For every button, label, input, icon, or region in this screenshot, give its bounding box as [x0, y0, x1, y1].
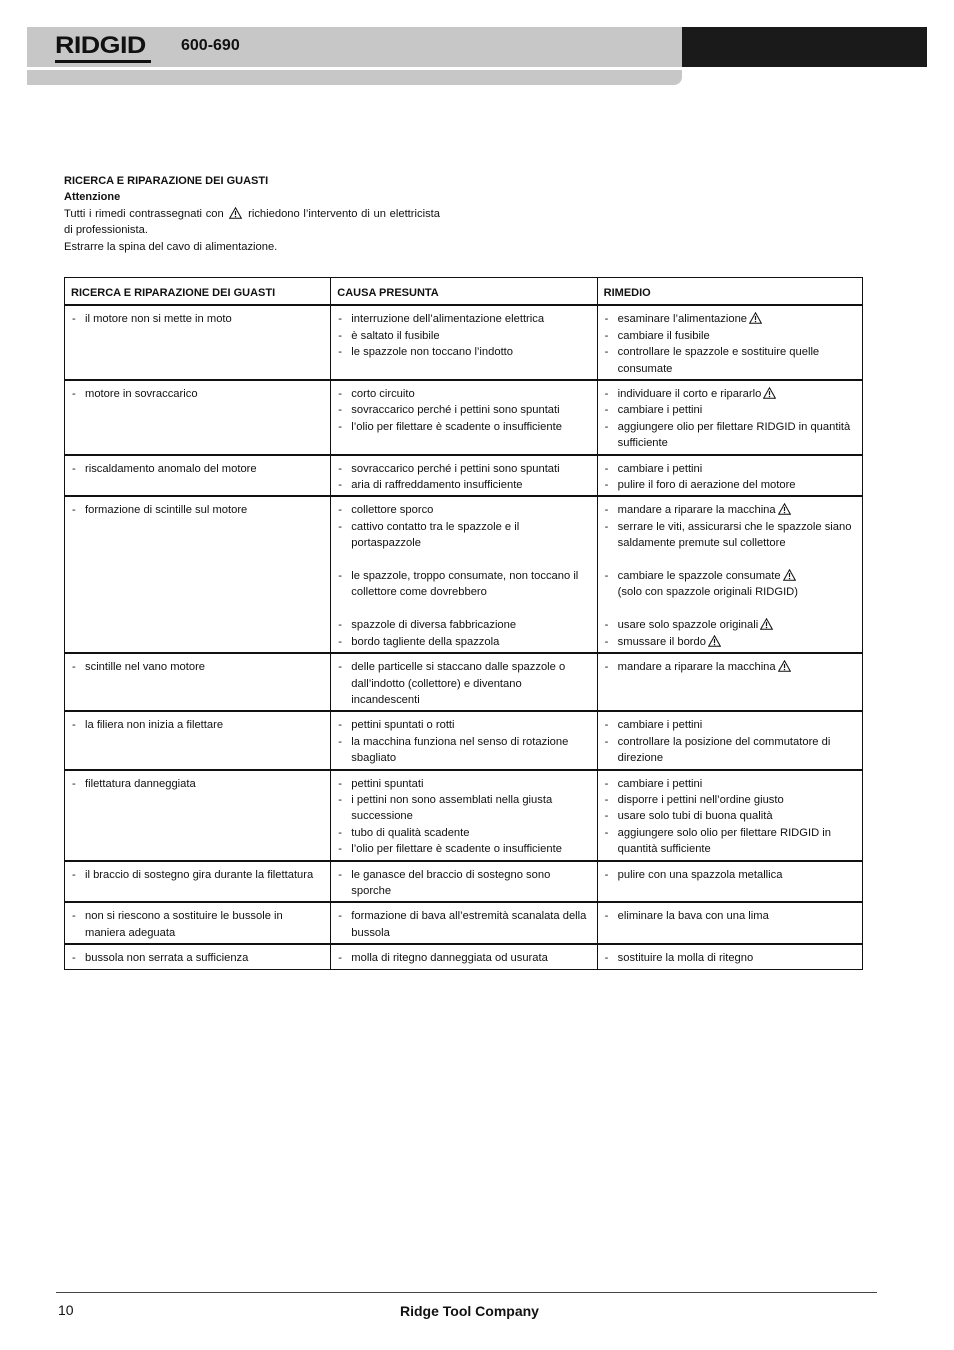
- section-title: RICERCA E RIPARAZIONE DEI GUASTI: [64, 175, 269, 187]
- item-text: spazzole di diversa fabbricazione: [351, 619, 517, 632]
- item-text: aggiungere solo olio per filettare RIDGID in quantità sufficiente: [617, 826, 831, 856]
- item-text: tubo di qualità scadente: [351, 826, 470, 839]
- ridgid-logo: [55, 33, 151, 63]
- item-text: la filiera non inizia a filettare: [85, 719, 224, 732]
- list-item: [337, 461, 590, 477]
- item-text: motore in sovraccarico: [85, 388, 198, 401]
- header-cause: CAUSA PRESUNTA: [331, 278, 597, 306]
- item-text: usare solo tubi di buona qualità: [617, 810, 773, 823]
- list-item: [71, 867, 324, 883]
- cause-cell: [331, 496, 597, 653]
- list-item: [337, 519, 590, 552]
- item-text: è saltato il fusibile: [351, 329, 440, 342]
- table-row: [65, 380, 863, 455]
- item-text: cambiare i pettini: [617, 462, 703, 475]
- item-text: le spazzole, troppo consumate, non toccano il collettore come dovrebbero: [351, 570, 579, 599]
- item-text: disporre i pettini nell’ordine giusto: [617, 793, 784, 806]
- list-item: [604, 734, 856, 767]
- warning-triangle-icon: [778, 503, 791, 515]
- spacer: [604, 601, 856, 617]
- list-item: [71, 461, 324, 477]
- item-text: pettini spuntati: [351, 777, 424, 790]
- item-text: cambiare i pettini: [617, 404, 703, 417]
- item-text: le ganasce del braccio di sostegno sono sporche: [351, 868, 551, 897]
- list-item: [337, 841, 590, 857]
- list-item: [337, 867, 590, 900]
- intro-line-1: [64, 206, 440, 222]
- table-row: [65, 711, 863, 769]
- list-item: [604, 792, 856, 808]
- list-item: [604, 584, 856, 600]
- fault-cell: [65, 305, 331, 380]
- table-row: [65, 944, 863, 969]
- item-text: formazione di bava all’estremità scanalata della bussola: [351, 910, 587, 939]
- warning-triangle-icon: [778, 660, 791, 672]
- list-item: [71, 717, 324, 733]
- list-item: [337, 659, 590, 708]
- list-item: [604, 311, 856, 327]
- header-strip: [27, 70, 682, 85]
- list-item: [604, 808, 856, 824]
- list-item: [604, 825, 856, 858]
- item-text: le spazzole non toccano l’indotto: [351, 346, 514, 359]
- spacer: [337, 552, 590, 568]
- list-item: [337, 311, 590, 327]
- list-item: [71, 908, 324, 941]
- list-item: [337, 792, 590, 825]
- item-text: riscaldamento anomalo del motore: [85, 462, 257, 475]
- intro-line-1b: richiedono l’intervento di un elettricista: [248, 207, 441, 220]
- list-item: [71, 950, 324, 966]
- item-text: formazione di scintille sul motore: [85, 504, 248, 517]
- item-text: pettini spuntati o rotti: [351, 719, 455, 732]
- list-item: [604, 386, 856, 402]
- item-text: controllare le spazzole e sostituire quelle consumate: [617, 346, 820, 375]
- remedy-cell: [597, 380, 862, 455]
- cause-cell: [331, 770, 597, 861]
- attention-label: Attenzione: [64, 191, 121, 204]
- list-item: [604, 328, 856, 344]
- logo-text: RIDGID: [55, 32, 146, 59]
- remedy-cell: [597, 944, 862, 969]
- list-item: [337, 734, 590, 767]
- list-item: [604, 502, 856, 518]
- list-item: [71, 659, 324, 675]
- item-text: i pettini non sono assemblati nella giusta successione: [351, 793, 553, 823]
- list-item: [604, 950, 856, 966]
- table-row: [65, 305, 863, 380]
- troubleshooting-table: [64, 277, 863, 970]
- item-text: il motore non si mette in moto: [85, 313, 232, 326]
- list-item: [337, 502, 590, 518]
- list-item: [337, 477, 590, 493]
- item-text: l’olio per filettare è scadente o insufficiente: [351, 420, 562, 433]
- fault-cell: [65, 770, 331, 861]
- cause-cell: [331, 455, 597, 497]
- item-text: bordo tagliente della spazzola: [351, 635, 500, 648]
- item-text: collettore sporco: [351, 504, 434, 517]
- item-text: eliminare la bava con una lima: [617, 910, 769, 923]
- model-number: 600-690: [181, 37, 240, 54]
- intro-line-3: Estrarre la spina del cavo di alimentazione.: [64, 240, 278, 253]
- list-item: [604, 617, 856, 633]
- remedy-cell: [597, 455, 862, 497]
- table-row: [65, 861, 863, 903]
- remedy-cell: [597, 711, 862, 769]
- fault-cell: [65, 902, 331, 944]
- list-item: [337, 568, 590, 601]
- list-item: [337, 386, 590, 402]
- footer-divider: [56, 1292, 877, 1293]
- list-item: [71, 502, 324, 518]
- list-item: [71, 776, 324, 792]
- item-text: filettatura danneggiata: [85, 777, 196, 790]
- list-item: [337, 776, 590, 792]
- list-item: [604, 519, 856, 552]
- item-text: interruzione dell’alimentazione elettrica: [351, 313, 545, 326]
- table-header-row: [65, 278, 863, 306]
- remedy-cell: [597, 861, 862, 903]
- item-text: corto circuito: [351, 388, 415, 401]
- list-item: [604, 867, 856, 883]
- item-text: pulire con una spazzola metallica: [617, 868, 783, 881]
- list-item: [604, 634, 856, 650]
- warning-triangle-icon: [760, 618, 773, 630]
- list-item: [337, 419, 590, 435]
- warning-triangle-icon: [763, 387, 776, 399]
- spacer: [604, 552, 856, 568]
- table-row: [65, 496, 863, 653]
- list-item: [604, 717, 856, 733]
- table-row: [65, 653, 863, 711]
- item-text: il braccio di sostegno gira durante la filettatura: [85, 868, 314, 881]
- intro-line-2: di professionista.: [64, 224, 148, 237]
- item-text: mandare a riparare la macchina: [617, 504, 776, 517]
- header-fault: RICERCA E RIPARAZIONE DEI GUASTI: [65, 278, 331, 306]
- item-text: molla di ritegno danneggiata od usurata: [351, 952, 548, 965]
- table-row: [65, 902, 863, 944]
- cause-cell: [331, 711, 597, 769]
- fault-cell: [65, 380, 331, 455]
- list-item: [337, 950, 590, 966]
- cause-cell: [331, 944, 597, 969]
- header-remedy: RIMEDIO: [597, 278, 862, 306]
- list-item: [337, 328, 590, 344]
- item-text: controllare la posizione del commutatore di direzione: [617, 735, 831, 765]
- fault-cell: [65, 653, 331, 711]
- fault-cell: [65, 944, 331, 969]
- list-item: [337, 617, 590, 633]
- item-text: sovraccarico perché i pettini sono spuntati: [351, 404, 560, 417]
- intro-section: [64, 173, 464, 255]
- intro-line-1a: Tutti i rimedi contrassegnati con: [64, 207, 224, 220]
- item-text: cambiare il fusibile: [617, 329, 710, 342]
- item-text: esaminare l’alimentazione: [617, 313, 748, 326]
- item-text: sovraccarico perché i pettini sono spuntati: [351, 462, 560, 475]
- list-item: [604, 402, 856, 418]
- cause-cell: [331, 380, 597, 455]
- list-item: [71, 311, 324, 327]
- item-text: cambiare i pettini: [617, 777, 703, 790]
- warning-triangle-icon: [749, 312, 762, 324]
- list-item: [337, 402, 590, 418]
- fault-cell: [65, 496, 331, 653]
- item-text: bussola non serrata a sufficienza: [85, 952, 249, 965]
- remedy-cell: [597, 305, 862, 380]
- list-item: [604, 568, 856, 584]
- header-black-block: [682, 27, 927, 67]
- warning-triangle-icon: [783, 569, 796, 581]
- cause-cell: [331, 902, 597, 944]
- item-text: smussare il bordo: [617, 635, 706, 648]
- warning-triangle-icon: [708, 635, 721, 647]
- item-text: cambiare i pettini: [617, 719, 703, 732]
- fault-cell: [65, 861, 331, 903]
- list-item: [604, 908, 856, 924]
- warning-triangle-icon: [229, 207, 242, 219]
- cause-cell: [331, 305, 597, 380]
- item-text: (solo con spazzole originali RIDGID): [617, 586, 798, 599]
- item-text: cattivo contatto tra le spazzole e il portaspazzole: [351, 520, 520, 550]
- list-item: [604, 659, 856, 675]
- remedy-cell: [597, 902, 862, 944]
- list-item: [337, 717, 590, 733]
- fault-cell: [65, 711, 331, 769]
- list-item: [337, 825, 590, 841]
- fault-cell: [65, 455, 331, 497]
- item-text: sostituire la molla di ritegno: [617, 952, 754, 965]
- remedy-cell: [597, 653, 862, 711]
- item-text: usare solo spazzole originali: [617, 619, 759, 632]
- list-item: [604, 477, 856, 493]
- list-item: [71, 386, 324, 402]
- item-text: aria di raffreddamento insufficiente: [351, 479, 523, 492]
- spacer: [337, 601, 590, 617]
- table-row: [65, 455, 863, 497]
- item-text: aggiungere olio per filettare RIDGID in quantità sufficiente: [617, 420, 851, 450]
- item-text: pulire il foro di aerazione del motore: [617, 479, 796, 492]
- page-number: 10: [58, 1302, 74, 1318]
- item-text: scintille nel vano motore: [85, 661, 206, 674]
- list-item: [337, 908, 590, 941]
- cause-cell: [331, 861, 597, 903]
- table-row: [65, 770, 863, 861]
- item-text: individuare il corto e ripararlo: [617, 388, 762, 401]
- remedy-cell: [597, 496, 862, 653]
- list-item: [604, 461, 856, 477]
- list-item: [337, 344, 590, 360]
- item-text: la macchina funziona nel senso di rotazione sbagliato: [351, 735, 569, 765]
- item-text: l’olio per filettare è scadente o insufficiente: [351, 843, 562, 856]
- logo-underline: [55, 60, 151, 63]
- item-text: serrare le viti, assicurarsi che le spazzole siano saldamente premute sul collettore: [617, 520, 852, 550]
- remedy-cell: [597, 770, 862, 861]
- list-item: [604, 776, 856, 792]
- list-item: [337, 634, 590, 650]
- list-item: [604, 344, 856, 377]
- item-text: cambiare le spazzole consumate: [617, 570, 781, 583]
- list-item: [604, 419, 856, 452]
- item-text: non si riescono a sostituire le bussole in maniera adeguata: [85, 910, 283, 939]
- item-text: delle particelle si staccano dalle spazzole o dall’indotto (collettore) e diventano incandescenti: [351, 661, 566, 706]
- item-text: mandare a riparare la macchina: [617, 661, 776, 674]
- cause-cell: [331, 653, 597, 711]
- company-name: Ridge Tool Company: [400, 1303, 539, 1319]
